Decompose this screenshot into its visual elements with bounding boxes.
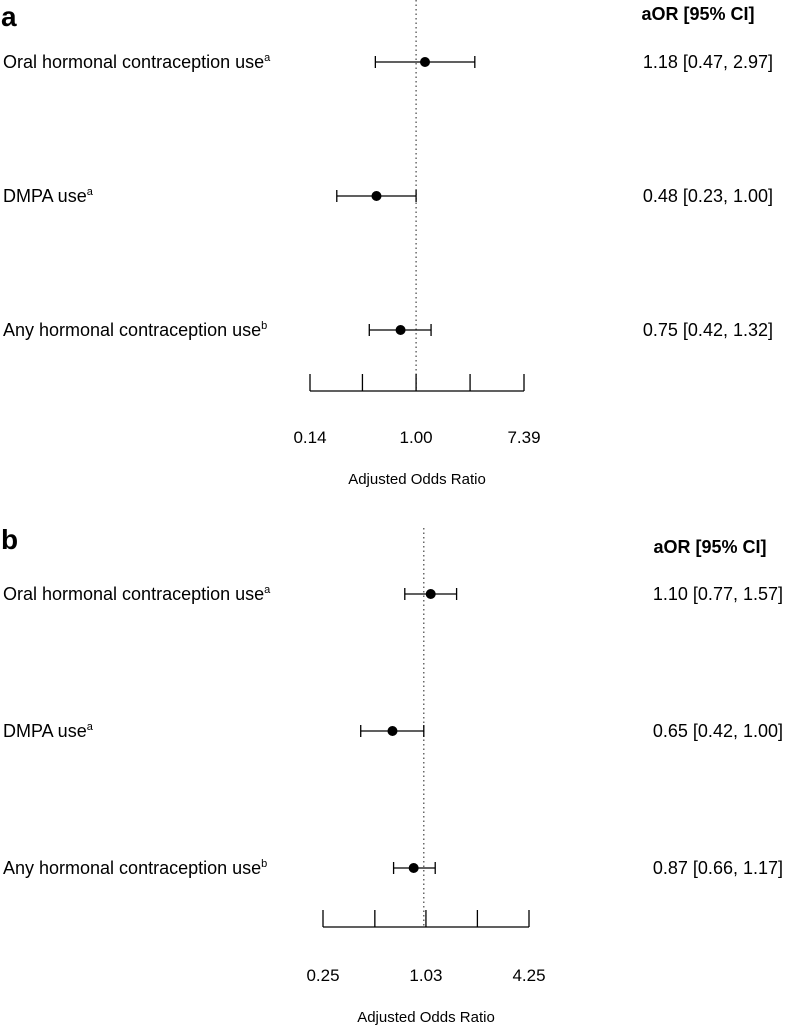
- x-axis: [306, 910, 545, 985]
- forest-panel-b: [1, 524, 783, 1026]
- estimate-value: 0.87 [0.66, 1.17]: [652, 858, 783, 878]
- forest-row: [3, 584, 783, 604]
- panel-letter: b: [1, 524, 19, 555]
- forest-row: [3, 52, 773, 72]
- estimate-column-header: aOR [95% CI]: [641, 4, 755, 24]
- row-label: DMPA use$^a$: [3, 186, 93, 206]
- point-estimate: [409, 863, 419, 873]
- row-label: Any hormonal contraception use$^b$: [3, 320, 268, 340]
- estimate-column-header: aOR [95% CI]: [653, 537, 767, 557]
- point-estimate: [420, 57, 430, 67]
- row-label-superscript: a: [86, 721, 93, 733]
- point-estimate: [426, 589, 436, 599]
- estimate-value: 1.18 [0.47, 2.97]: [642, 52, 773, 72]
- row-label: Any hormonal contraception use$^b$: [3, 858, 268, 878]
- x-tick-label: 0.25: [306, 966, 340, 985]
- x-axis-title: Adjusted Odds Ratio: [348, 471, 486, 488]
- estimate-value: 0.48 [0.23, 1.00]: [642, 186, 773, 206]
- x-tick-label: 0.14: [293, 428, 327, 447]
- estimate-value: 1.10 [0.77, 1.57]: [652, 584, 783, 604]
- row-label-superscript: a: [264, 52, 271, 64]
- row-label: Oral hormonal contraception use$^a$: [3, 584, 271, 604]
- forest-row: [3, 721, 783, 741]
- point-estimate: [371, 191, 381, 201]
- x-axis-title: Adjusted Odds Ratio: [357, 1009, 495, 1026]
- row-label-superscript: a: [86, 186, 93, 198]
- forest-panel-a: [1, 0, 773, 488]
- forest-row: [3, 186, 773, 206]
- forest-row: [3, 858, 783, 878]
- row-label-superscript: b: [261, 858, 268, 870]
- row-label-superscript: a: [264, 584, 271, 596]
- row-label: Oral hormonal contraception use$^a$: [3, 52, 271, 72]
- x-tick-label: 1.03: [409, 966, 443, 985]
- point-estimate: [387, 726, 397, 736]
- estimate-value: 0.75 [0.42, 1.32]: [642, 320, 773, 340]
- x-tick-label: 7.39: [507, 428, 541, 447]
- estimate-value: 0.65 [0.42, 1.00]: [652, 721, 783, 741]
- x-axis: [293, 374, 540, 447]
- x-tick-label: 1.00: [399, 428, 433, 447]
- point-estimate: [396, 325, 406, 335]
- panel-letter: a: [1, 1, 17, 32]
- row-label: DMPA use$^a$: [3, 721, 93, 741]
- forest-row: [3, 320, 773, 340]
- x-tick-label: 4.25: [512, 966, 546, 985]
- row-label-superscript: b: [261, 320, 268, 332]
